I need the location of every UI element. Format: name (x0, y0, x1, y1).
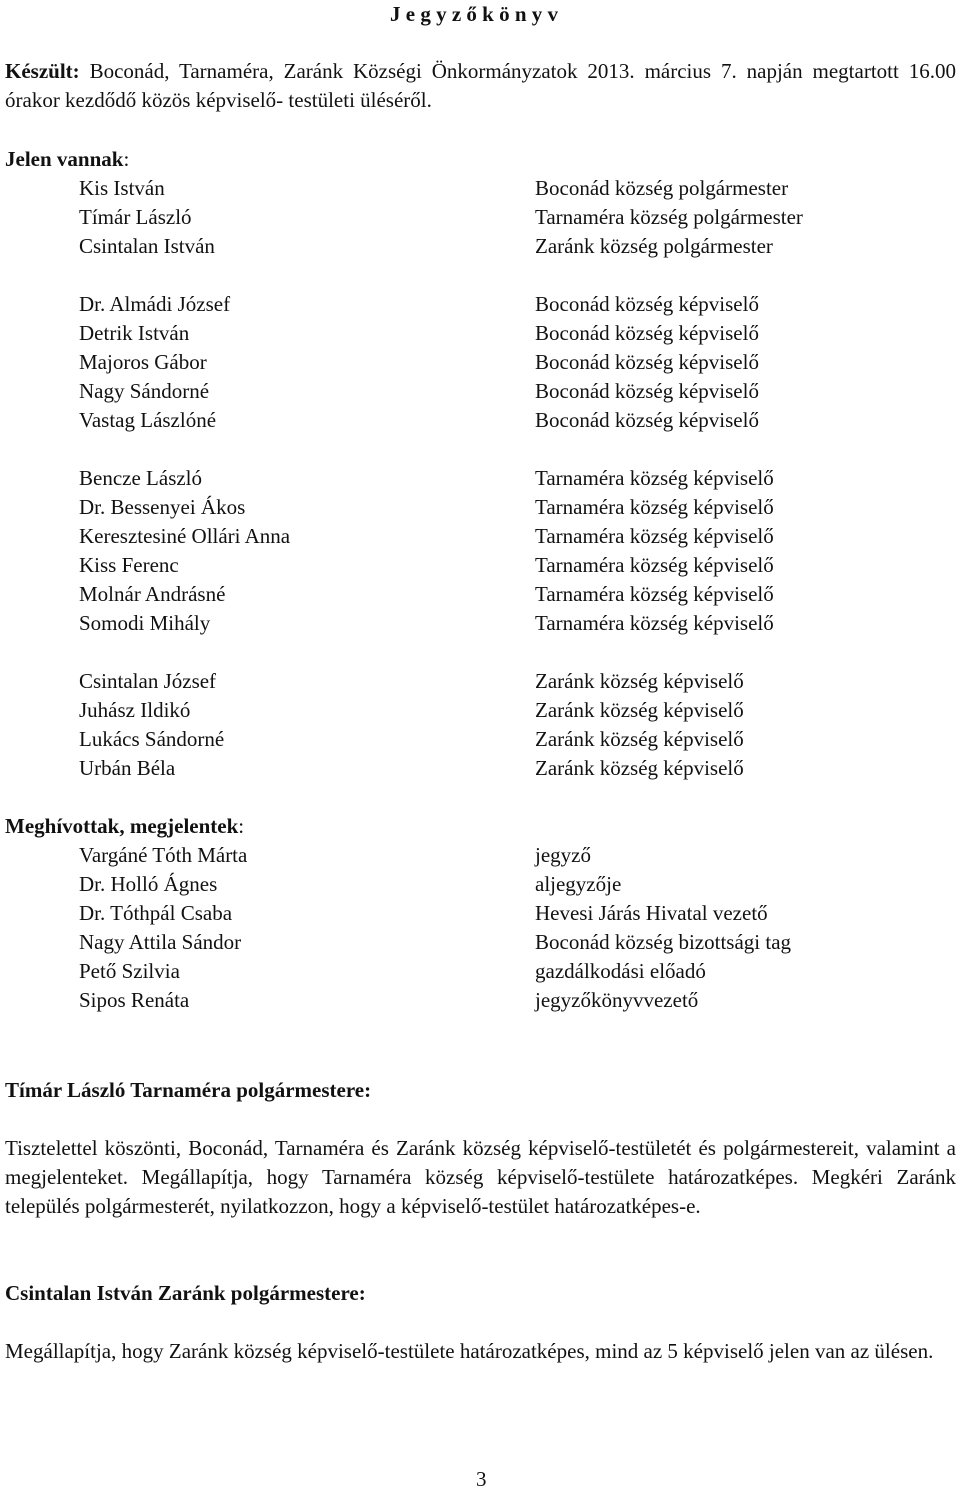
person-role: Tarnaméra község polgármester (535, 205, 803, 229)
person-name: Dr. Tóthpál Csaba (79, 901, 233, 925)
person-role: Zaránk község képviselő (535, 698, 744, 722)
person-name: Sipos Renáta (79, 988, 190, 1012)
person-name: Pető Szilvia (79, 959, 180, 983)
person-name: Detrik István (79, 321, 190, 345)
person-name: Dr. Bessenyei Ákos (79, 495, 246, 519)
person-role: Tarnaméra község képviselő (535, 553, 774, 577)
person-role: Tarnaméra község képviselő (535, 611, 774, 635)
person-name: Dr. Almádi József (79, 292, 231, 316)
section-paragraph: Tisztelettel köszönti, Boconád, Tarnaméra és Zaránk község képviselő-testületét és polgármestereit, valamint a megjelenteket. Megállapítja, hogy Tarnaméra község képviselő-testülete határozatképes. Megkéri Zaránk település polgármesterét, nyilatkozzon, hogy a képviselő-testület határozatképes-e. (5, 1136, 956, 1218)
section-paragraph: Megállapítja, hogy Zaránk község képviselő-testülete határozatképes, mind az 5 képviselő jelen van az ülésen. (5, 1339, 934, 1363)
person-name: Juhász Ildikó (79, 698, 191, 722)
person-name: Vastag Lászlóné (79, 408, 217, 432)
document-title: J e g y z ő k ö n y v (390, 2, 558, 26)
person-role: aljegyzője (535, 872, 622, 896)
person-name: Kiss Ferenc (79, 553, 179, 577)
page-number: 3 (476, 1467, 487, 1491)
invited-label: Meghívottak, megjelentek (5, 814, 239, 838)
person-name: Somodi Mihály (79, 611, 211, 635)
intro-text: Boconád, Tarnaméra, Zaránk Községi Önkormányzatok 2013. március 7. napján megtartott 16.00 órakor kezdődő közös képviselő- testületi üléséről. (5, 59, 956, 112)
person-name: Dr. Holló Ágnes (79, 872, 218, 896)
intro-label: Készült: (5, 59, 80, 83)
person-role: Boconád község polgármester (535, 176, 789, 200)
person-role: Boconád község képviselő (535, 292, 759, 316)
person-role: Hevesi Járás Hivatal vezető (535, 901, 768, 925)
person-role: Tarnaméra község képviselő (535, 466, 774, 490)
person-role: Boconád község képviselő (535, 350, 759, 374)
person-name: Molnár Andrásné (79, 582, 226, 606)
person-role: Boconád község képviselő (535, 408, 759, 432)
person-role: Tarnaméra község képviselő (535, 582, 774, 606)
person-role: Boconád község képviselő (535, 379, 759, 403)
present-heading (5, 145, 129, 174)
person-name: Csintalan István (79, 234, 215, 258)
present-colon: : (123, 147, 130, 171)
person-name: Vargáné Tóth Márta (79, 843, 248, 867)
intro-paragraph (5, 57, 956, 115)
person-name: Lukács Sándorné (79, 727, 225, 751)
present-label: Jelen vannak (5, 147, 124, 171)
person-name: Kis István (79, 176, 165, 200)
person-role: jegyzőkönyvvezető (535, 988, 699, 1012)
person-name: Nagy Attila Sándor (79, 930, 242, 954)
person-role: Zaránk község képviselő (535, 727, 744, 751)
person-role: Zaránk község képviselő (535, 756, 744, 780)
person-role: Zaránk község képviselő (535, 669, 744, 693)
person-role: Tarnaméra község képviselő (535, 495, 774, 519)
person-role: Boconád község képviselő (535, 321, 759, 345)
person-name: Csintalan József (79, 669, 217, 693)
person-name: Majoros Gábor (79, 350, 207, 374)
person-role: jegyző (535, 843, 591, 867)
person-role: Tarnaméra község képviselő (535, 524, 774, 548)
person-name: Urbán Béla (79, 756, 176, 780)
invited-heading (5, 812, 244, 841)
section-heading: Csintalan István Zaránk polgármestere: (5, 1281, 366, 1305)
person-name: Tímár László (79, 205, 192, 229)
person-name: Keresztesiné Ollári Anna (79, 524, 291, 548)
person-role: gazdálkodási előadó (535, 959, 706, 983)
person-role: Zaránk község polgármester (535, 234, 773, 258)
section-heading: Tímár László Tarnaméra polgármestere: (5, 1078, 372, 1102)
person-role: Boconád község bizottsági tag (535, 930, 792, 954)
invited-colon: : (238, 814, 245, 838)
person-name: Bencze László (79, 466, 203, 490)
person-name: Nagy Sándorné (79, 379, 210, 403)
